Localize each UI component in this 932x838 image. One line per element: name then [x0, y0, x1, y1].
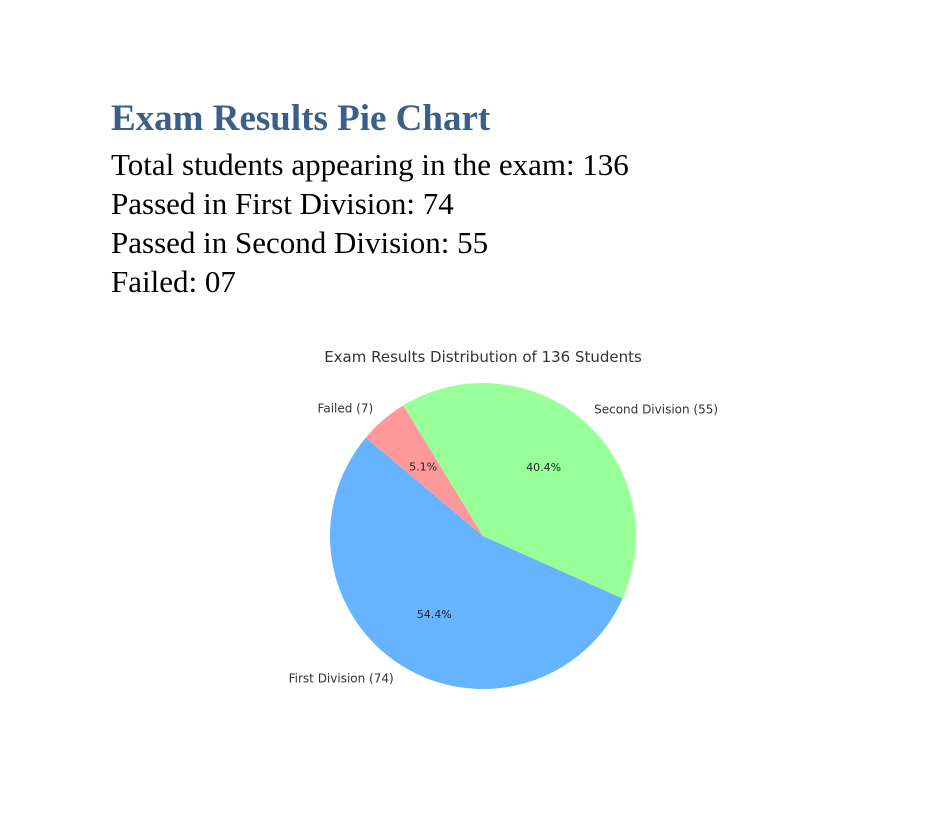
second-division-line: Passed in Second Division: 55 [111, 225, 489, 260]
first-division-line: Passed in First Division: 74 [111, 186, 454, 221]
page-title: Exam Results Pie Chart [111, 98, 491, 139]
failed-line: Failed: 07 [111, 264, 236, 299]
pie-category-label-second-division: Second Division (55) [594, 402, 719, 417]
pie-slices [330, 383, 636, 689]
chart-title: Exam Results Distribution of 136 Students [324, 348, 642, 366]
pie-category-label-failed: Failed (7) [317, 401, 374, 416]
pie-percent-label-failed: 5.1% [409, 460, 438, 474]
pie-category-label-first-division: First Division (74) [288, 671, 394, 686]
total-students-line: Total students appearing in the exam: 136 [111, 147, 629, 182]
pie-percent-label-second-division: 40.4% [526, 461, 562, 475]
pie-percent-label-first-division: 54.4% [416, 607, 452, 621]
